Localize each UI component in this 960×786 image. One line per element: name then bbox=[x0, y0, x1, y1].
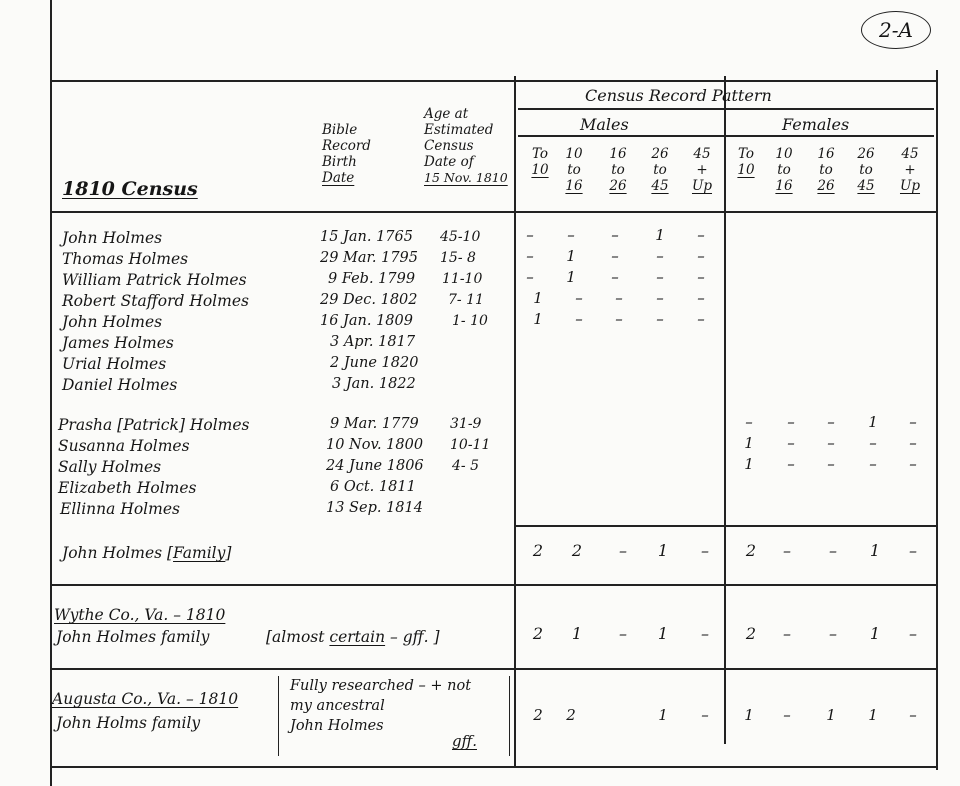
males-females-divider bbox=[724, 76, 726, 744]
table-bottom-rule bbox=[50, 766, 936, 768]
augusta-f3: 1 bbox=[868, 706, 878, 724]
tally-m1: – bbox=[567, 226, 575, 244]
age-at-census-header: Age at Estimated Census Date of 15 Nov. 1810 bbox=[424, 106, 508, 185]
wythe-m1: 1 bbox=[571, 624, 583, 643]
person-name: Prasha [Patrick] Holmes bbox=[58, 416, 250, 434]
birth-date: 13 Sep. 1814 bbox=[326, 500, 423, 516]
tally-m1: – bbox=[575, 289, 583, 307]
section-title: 1810 Census bbox=[62, 178, 198, 200]
tally-m3: 1 bbox=[655, 226, 665, 244]
tally-m3: – bbox=[656, 289, 664, 307]
tally-m2: – bbox=[611, 268, 619, 286]
table-right-rule bbox=[936, 70, 938, 770]
age-value: 11-10 bbox=[442, 271, 483, 287]
tally-m4: – bbox=[697, 310, 705, 328]
wythe-top-rule bbox=[50, 584, 936, 586]
family-total-label: John Holmes [Family] bbox=[62, 544, 232, 562]
tally-f0: 1 bbox=[744, 434, 754, 452]
augusta-family-line: John Holms family bbox=[56, 714, 201, 732]
person-name: Thomas Holmes bbox=[62, 250, 189, 268]
person-name: James Holmes bbox=[62, 334, 174, 352]
tally-m2: – bbox=[611, 247, 619, 265]
wythe-m3: 1 bbox=[657, 624, 669, 643]
tally-m0: – bbox=[526, 268, 534, 286]
tally-f4: – bbox=[909, 455, 917, 473]
birth-date: 16 Jan. 1809 bbox=[320, 313, 413, 329]
tally-f3: – bbox=[869, 434, 877, 452]
total-f3: 1 bbox=[869, 541, 881, 560]
totals-top-rule bbox=[514, 525, 936, 527]
tally-m0: – bbox=[526, 226, 534, 244]
birth-date: 29 Dec. 1802 bbox=[320, 292, 418, 308]
tally-m2: – bbox=[615, 289, 623, 307]
birth-date: 29 Mar. 1795 bbox=[320, 250, 419, 266]
augusta-f4: – bbox=[909, 706, 917, 724]
age-value: 15- 8 bbox=[440, 250, 476, 266]
total-f2: – bbox=[829, 541, 837, 560]
total-f4: – bbox=[909, 541, 917, 560]
person-name: William Patrick Holmes bbox=[62, 271, 247, 289]
birth-date: 6 Oct. 1811 bbox=[330, 479, 416, 495]
tally-m2: – bbox=[611, 226, 619, 244]
tally-f1: – bbox=[787, 455, 795, 473]
wythe-m4: – bbox=[701, 624, 709, 643]
age-value: 1- 10 bbox=[452, 313, 488, 329]
age-value: 7- 11 bbox=[448, 292, 484, 308]
female-bracket-under-10: To 10 bbox=[737, 146, 755, 178]
birth-date: 15 Jan. 1765 bbox=[320, 229, 413, 245]
census-title-rule bbox=[518, 108, 934, 110]
tally-m3: – bbox=[656, 268, 664, 286]
male-bracket-10-16: 10 to 16 bbox=[565, 146, 583, 194]
birth-date: 9 Mar. 1779 bbox=[330, 416, 419, 432]
tally-f1: – bbox=[787, 434, 795, 452]
tally-m3: – bbox=[656, 247, 664, 265]
tally-f4: – bbox=[909, 434, 917, 452]
tally-m0: 1 bbox=[533, 289, 543, 307]
augusta-f1: – bbox=[783, 706, 791, 724]
person-name: Ellinna Holmes bbox=[60, 500, 180, 518]
birth-date: 24 June 1806 bbox=[326, 458, 424, 474]
wythe-family-line: John Holmes family bbox=[56, 628, 210, 646]
augusta-note: Fully researched – + not my ancestral John Holmes bbox=[290, 678, 472, 734]
age-value: 31-9 bbox=[450, 416, 482, 432]
wythe-m0: 2 bbox=[532, 624, 544, 643]
wythe-f1: – bbox=[783, 624, 791, 643]
wythe-f0: 2 bbox=[745, 624, 757, 643]
total-m0: 2 bbox=[532, 541, 544, 560]
page-number: 2-A bbox=[861, 11, 931, 49]
tally-f0: – bbox=[745, 413, 753, 431]
tally-m1: – bbox=[575, 310, 583, 328]
female-bracket-16-26: 16 to 26 bbox=[817, 146, 835, 194]
wythe-f3: 1 bbox=[869, 624, 881, 643]
augusta-m1: 2 bbox=[566, 706, 576, 724]
male-bracket-16-26: 16 to 26 bbox=[609, 146, 627, 194]
person-name: Susanna Holmes bbox=[58, 437, 190, 455]
augusta-place: Augusta Co., Va. – 1810 bbox=[52, 690, 239, 708]
total-f0: 2 bbox=[745, 541, 757, 560]
tally-m4: – bbox=[697, 289, 705, 307]
tally-m0: 1 bbox=[533, 310, 543, 328]
birth-date: 3 Jan. 1822 bbox=[332, 376, 416, 392]
total-m1: 2 bbox=[571, 541, 583, 560]
tally-m1: 1 bbox=[566, 268, 576, 286]
female-bracket-26-45: 26 to 45 bbox=[857, 146, 875, 194]
wythe-place: Wythe Co., Va. – 1810 bbox=[54, 606, 226, 624]
wythe-m2: – bbox=[619, 624, 627, 643]
males-label: Males bbox=[580, 115, 629, 134]
augusta-f0: 1 bbox=[744, 706, 754, 724]
male-bracket-26-45: 26 to 45 bbox=[651, 146, 669, 194]
tally-f4: – bbox=[909, 413, 917, 431]
tally-f3: 1 bbox=[868, 413, 878, 431]
total-m4: – bbox=[701, 541, 709, 560]
age-value: 45-10 bbox=[440, 229, 481, 245]
tally-m4: – bbox=[697, 268, 705, 286]
birth-date: 3 Apr. 1817 bbox=[330, 334, 416, 350]
augusta-m3: 1 bbox=[658, 706, 668, 724]
tally-m1: 1 bbox=[566, 247, 576, 265]
tally-f2: – bbox=[827, 413, 835, 431]
age-value: 4- 5 bbox=[452, 458, 479, 474]
augusta-f2: 1 bbox=[826, 706, 836, 724]
augusta-top-rule bbox=[50, 668, 936, 670]
tally-m4: – bbox=[697, 247, 705, 265]
header-bottom-rule bbox=[50, 211, 936, 213]
augusta-note-signature: gff. bbox=[452, 732, 477, 750]
females-label: Females bbox=[782, 115, 850, 134]
birth-date: 10 Nov. 1800 bbox=[326, 437, 424, 453]
total-f1: – bbox=[783, 541, 791, 560]
female-bracket-10-16: 10 to 16 bbox=[775, 146, 793, 194]
tally-f2: – bbox=[827, 455, 835, 473]
age-value: 10-11 bbox=[450, 437, 491, 453]
tally-f2: – bbox=[827, 434, 835, 452]
augusta-m4: – bbox=[701, 706, 709, 724]
female-bracket-45-up: 45 + Up bbox=[899, 146, 921, 194]
tally-m3: – bbox=[656, 310, 664, 328]
birth-date: 9 Feb. 1799 bbox=[328, 271, 416, 287]
tally-f1: – bbox=[787, 413, 795, 431]
census-pattern-title: Census Record Pattern bbox=[585, 86, 772, 105]
tally-m4: – bbox=[697, 226, 705, 244]
bible-record-header: Bible Record Birth Date bbox=[322, 122, 371, 186]
birth-date: 2 June 1820 bbox=[330, 355, 419, 371]
male-bracket-45-up: 45 + Up bbox=[691, 146, 713, 194]
tally-m0: – bbox=[526, 247, 534, 265]
total-m2: – bbox=[619, 541, 627, 560]
person-name: John Holmes bbox=[62, 229, 163, 247]
tally-m2: – bbox=[615, 310, 623, 328]
male-bracket-under-10: To 10 bbox=[531, 146, 549, 178]
person-name: Daniel Holmes bbox=[62, 376, 178, 394]
person-name: Robert Stafford Holmes bbox=[62, 292, 249, 310]
sex-heading-rule bbox=[518, 135, 934, 137]
person-name: Elizabeth Holmes bbox=[58, 479, 197, 497]
wythe-f2: – bbox=[829, 624, 837, 643]
tally-f3: – bbox=[869, 455, 877, 473]
table-top-rule bbox=[50, 80, 938, 82]
person-name: John Holmes bbox=[62, 313, 163, 331]
person-name: Urial Holmes bbox=[62, 355, 167, 373]
total-m3: 1 bbox=[657, 541, 669, 560]
augusta-m0: 2 bbox=[533, 706, 543, 724]
wythe-note: [almost certain – gff. ] bbox=[266, 628, 440, 646]
person-name: Sally Holmes bbox=[58, 458, 162, 476]
tally-f0: 1 bbox=[744, 455, 754, 473]
census-left-rule bbox=[514, 76, 516, 766]
wythe-f4: – bbox=[909, 624, 917, 643]
